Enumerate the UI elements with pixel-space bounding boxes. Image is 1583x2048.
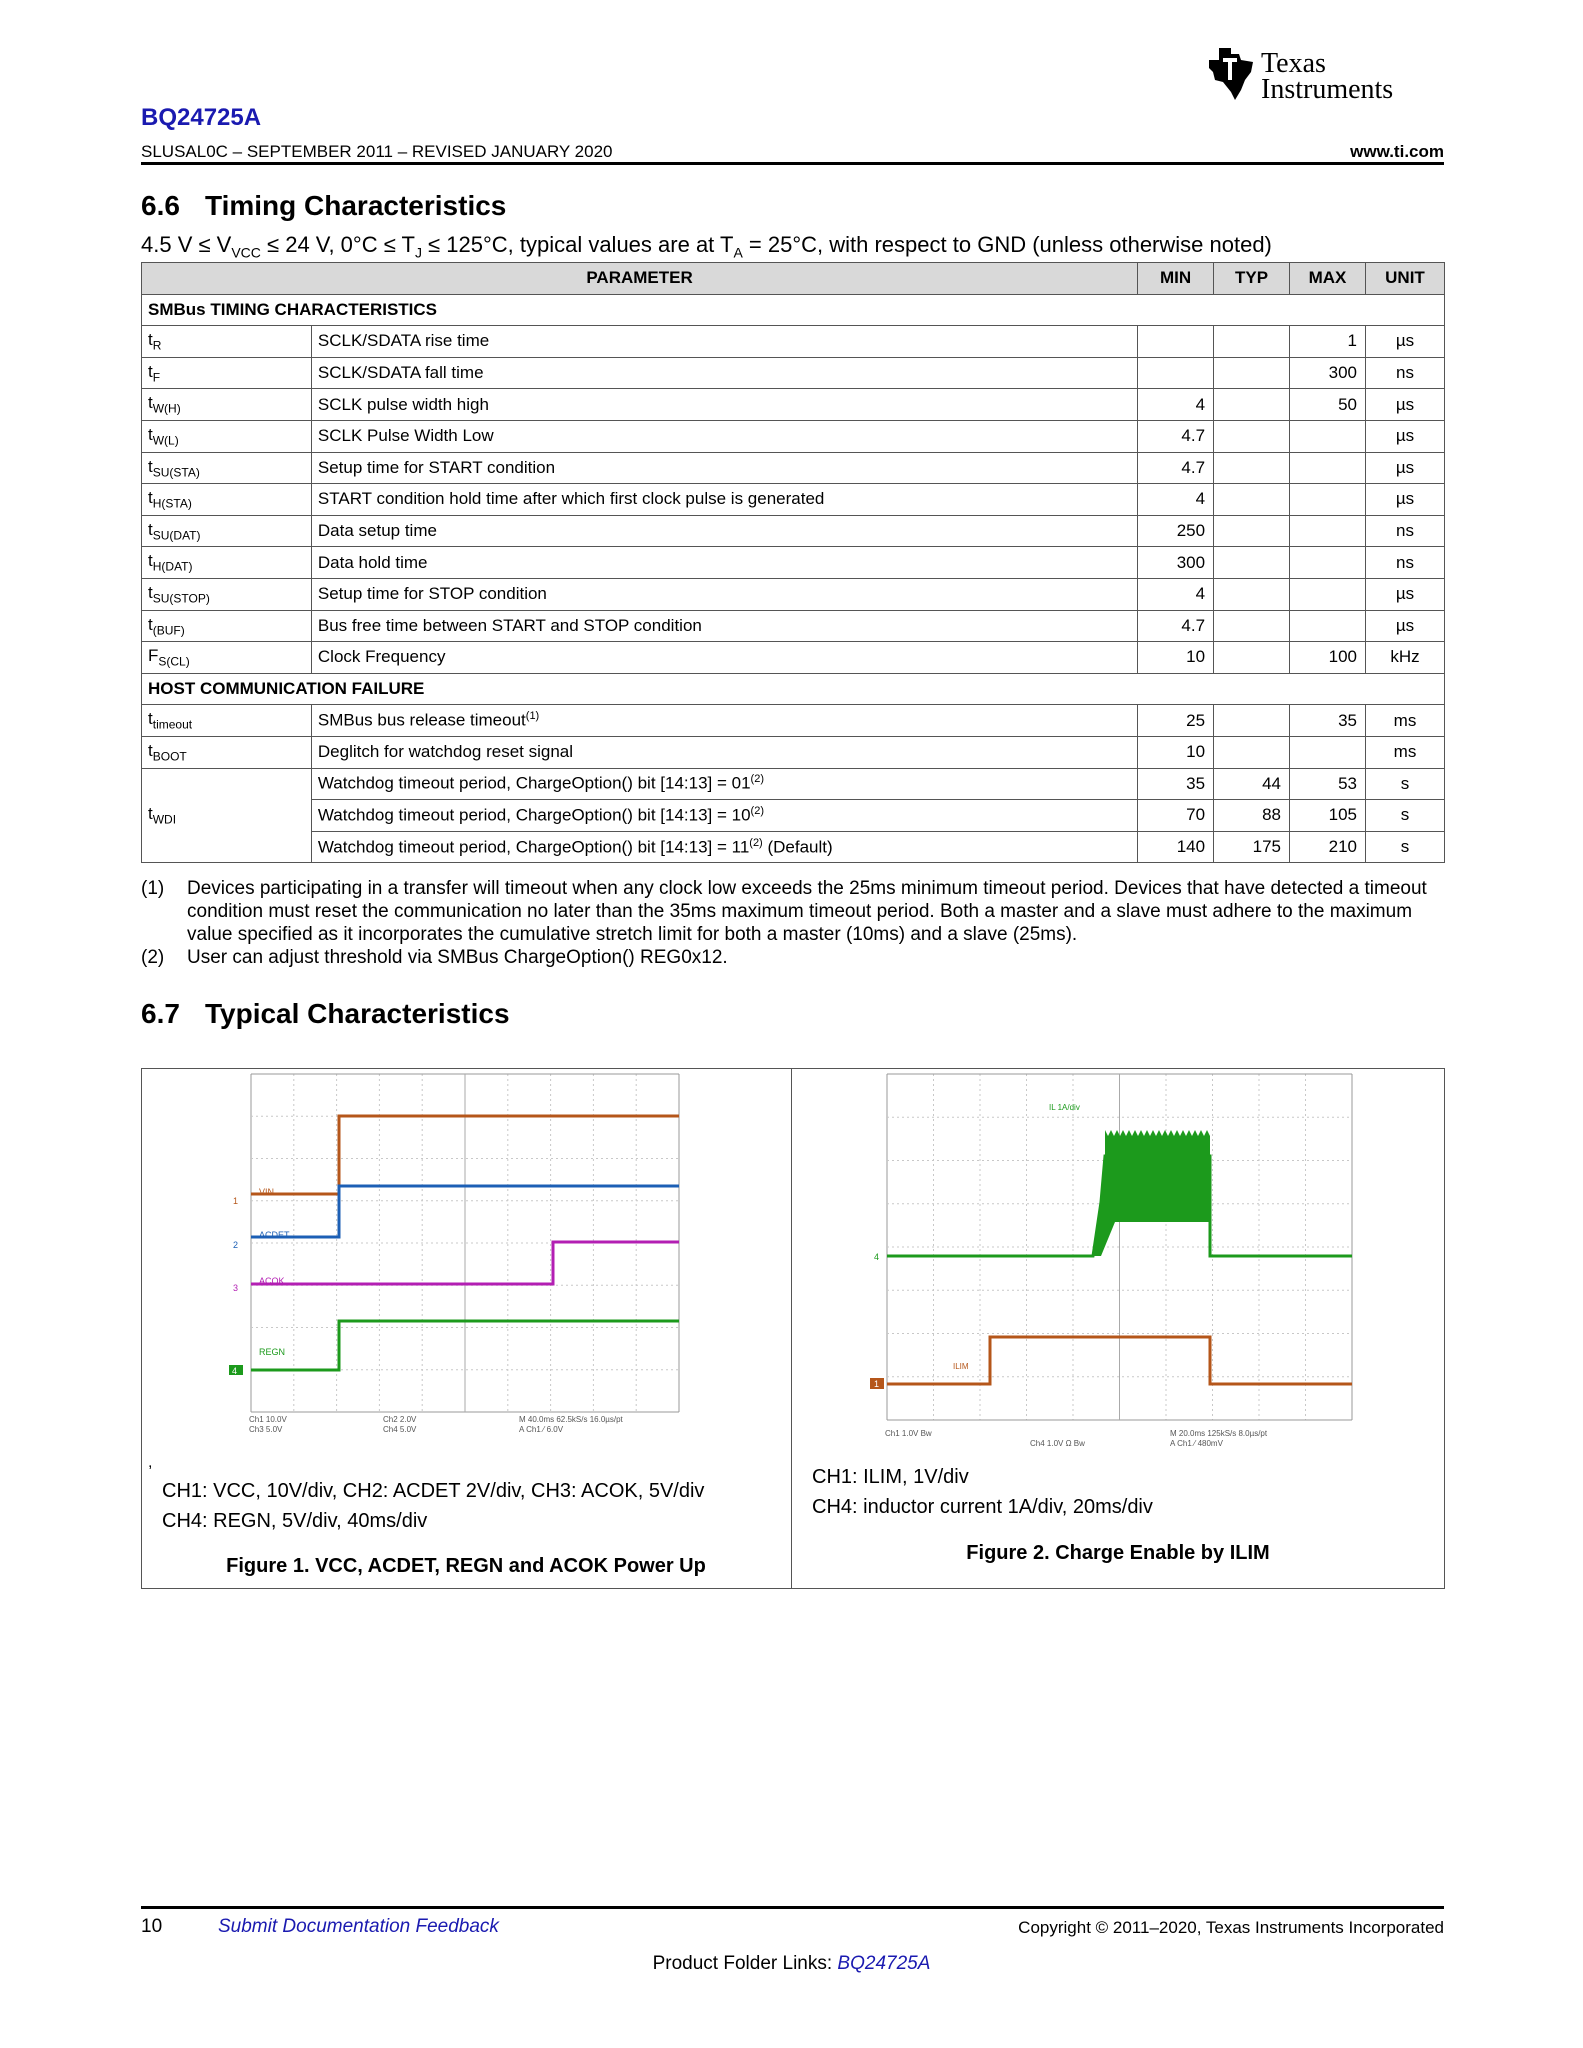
value-min: 70 bbox=[1138, 800, 1214, 832]
table-row bbox=[142, 389, 1445, 421]
label-acdet: ACDET bbox=[259, 1230, 290, 1240]
value-max bbox=[1290, 547, 1366, 579]
scope-capture-fig1 bbox=[223, 1072, 708, 1444]
section-number: 6.7 bbox=[141, 998, 180, 1029]
value-unit: ns bbox=[1365, 515, 1444, 547]
label-vin: VIN bbox=[259, 1187, 275, 1197]
readout: Ch4 5.0V bbox=[383, 1425, 417, 1434]
param-description: Deglitch for watchdog reset signal bbox=[311, 736, 1137, 768]
value-max: 105 bbox=[1290, 800, 1366, 832]
figure-divider bbox=[791, 1068, 792, 1588]
param-description: Watchdog timeout period, ChargeOption() bit [14:13] = $11^{(2)}$ (Default) bbox=[311, 831, 1137, 863]
section-heading-typical bbox=[141, 998, 510, 1030]
value-min: 10 bbox=[1138, 642, 1214, 674]
figure2-title: Figure 2. Charge Enable by ILIM bbox=[966, 1542, 1270, 1564]
marker-ch3: 3 bbox=[233, 1283, 239, 1293]
value-unit: ns bbox=[1365, 547, 1444, 579]
param-description: Setup time for START condition bbox=[311, 452, 1137, 484]
value-max: 100 bbox=[1290, 642, 1366, 674]
caption-comma: , bbox=[148, 1454, 153, 1471]
column-header: UNIT bbox=[1365, 263, 1444, 295]
logo-word-texas: Texas bbox=[1261, 48, 1326, 79]
value-min: 4 bbox=[1138, 389, 1214, 421]
table-row bbox=[142, 326, 1445, 358]
column-header: MAX bbox=[1290, 263, 1366, 295]
param-description: SMBus bus release timeout$^{(1)}$ bbox=[311, 705, 1137, 737]
figure1-caption-line1: CH1: VCC, 10V/div, CH2: ACDET 2V/div, CH3: ACOK, 5V/div bbox=[162, 1480, 705, 1502]
note-item: (2) User can adjust threshold via SMBus ChargeOption() REG0x12. bbox=[141, 947, 728, 968]
param-description: START condition hold time after which first clock pulse is generated bbox=[311, 484, 1137, 516]
value-typ bbox=[1214, 610, 1290, 642]
param-symbol: $t_{H(STA)}$ bbox=[142, 484, 312, 516]
readout: Ch4 1.0V Ω Bw bbox=[1030, 1439, 1085, 1448]
table-group-row bbox=[142, 673, 1445, 705]
value-min bbox=[1138, 357, 1214, 389]
section-number: 6.6 bbox=[141, 190, 180, 221]
value-min: 140 bbox=[1138, 831, 1214, 863]
param-symbol: $t_{W(H)}$ bbox=[142, 389, 312, 421]
value-unit: µs bbox=[1365, 578, 1444, 610]
value-unit: µs bbox=[1365, 610, 1444, 642]
value-max bbox=[1290, 736, 1366, 768]
readout: Ch1 10.0V bbox=[249, 1415, 287, 1424]
table-notes bbox=[141, 877, 1446, 969]
figure1-title: Figure 1. VCC, ACDET, REGN and ACOK Power Up bbox=[226, 1555, 706, 1577]
table-row bbox=[142, 484, 1445, 516]
value-typ: 44 bbox=[1214, 768, 1290, 800]
note-item: (1) Devices participating in a transfer will timeout when any clock low exceeds the 25ms minimum timeout period. Devices that have detected a timeout condition must reset the communication no later than the 35ms maximum timeout period. Both a master and a slave must adhere to the maximum value specified as it incorporates the cumulative stretch limit for both a master (10ms) and a slave (25ms). bbox=[141, 878, 1427, 945]
value-typ bbox=[1214, 357, 1290, 389]
value-typ bbox=[1214, 642, 1290, 674]
param-symbol: $t_{SU(DAT)}$ bbox=[142, 515, 312, 547]
readout: M 20.0ms 125kS/s 8.0µs/pt bbox=[1170, 1429, 1268, 1438]
column-header: MIN bbox=[1138, 263, 1214, 295]
value-unit: s bbox=[1365, 800, 1444, 832]
value-unit: s bbox=[1365, 768, 1444, 800]
value-typ bbox=[1214, 326, 1290, 358]
label-il: IL 1A/div bbox=[1049, 1103, 1080, 1112]
value-min: 4.7 bbox=[1138, 610, 1214, 642]
table-row bbox=[142, 547, 1445, 579]
readout: Ch2 2.0V bbox=[383, 1415, 417, 1424]
param-description: Watchdog timeout period, ChargeOption() bit [14:13] = $01^{(2)}$ bbox=[311, 768, 1137, 800]
table-group-row bbox=[142, 294, 1445, 326]
value-unit: ms bbox=[1365, 705, 1444, 737]
label-acok: ACOK bbox=[259, 1276, 285, 1286]
value-typ bbox=[1214, 420, 1290, 452]
marker-ch4: 4 bbox=[232, 1366, 238, 1376]
group-title: HOST COMMUNICATION FAILURE bbox=[142, 673, 1445, 705]
value-max bbox=[1290, 420, 1366, 452]
marker-ch4: 4 bbox=[874, 1252, 880, 1262]
param-symbol: $t_{SU(STOP)}$ bbox=[142, 578, 312, 610]
param-description: SCLK/SDATA rise time bbox=[311, 326, 1137, 358]
texas-state-icon bbox=[1205, 46, 1257, 102]
value-min: 4.7 bbox=[1138, 452, 1214, 484]
ti-logo bbox=[1205, 46, 1445, 106]
value-typ: 88 bbox=[1214, 800, 1290, 832]
website-link[interactable]: www.ti.com bbox=[1350, 142, 1444, 161]
value-min: 10 bbox=[1138, 736, 1214, 768]
param-description: Data hold time bbox=[311, 547, 1137, 579]
value-typ: 175 bbox=[1214, 831, 1290, 863]
section-title: Timing Characteristics bbox=[205, 190, 507, 221]
table-row bbox=[142, 800, 1445, 832]
table-row bbox=[142, 610, 1445, 642]
value-unit: s bbox=[1365, 831, 1444, 863]
table-row bbox=[142, 357, 1445, 389]
footer-rule bbox=[141, 1906, 1444, 1909]
timing-characteristics-table bbox=[141, 262, 1445, 863]
value-typ bbox=[1214, 547, 1290, 579]
value-typ bbox=[1214, 389, 1290, 421]
label-regn: REGN bbox=[259, 1347, 286, 1357]
value-min: 300 bbox=[1138, 547, 1214, 579]
marker-ch2: 2 bbox=[233, 1240, 239, 1250]
table-row bbox=[142, 736, 1445, 768]
figure2-caption-line2: CH4: inductor current 1A/div, 20ms/div bbox=[812, 1496, 1153, 1518]
value-max: 53 bbox=[1290, 768, 1366, 800]
param-symbol: $t_{H(DAT)}$ bbox=[142, 547, 312, 579]
part-number-link[interactable]: BQ24725A bbox=[141, 104, 262, 131]
label-ilim: ILIM bbox=[953, 1362, 969, 1371]
param-description: SCLK/SDATA fall time bbox=[311, 357, 1137, 389]
value-max bbox=[1290, 610, 1366, 642]
param-symbol: $t_{W(L)}$ bbox=[142, 420, 312, 452]
table-header-row bbox=[142, 263, 1445, 295]
param-symbol: $t_{(BUF)}$ bbox=[142, 610, 312, 642]
readout: A Ch1 ⁄ 6.0V bbox=[519, 1425, 564, 1434]
group-title: SMBus TIMING CHARACTERISTICS bbox=[142, 294, 1445, 326]
document-id: SLUSAL0C – SEPTEMBER 2011 – REVISED JANUARY 2020 bbox=[141, 142, 613, 161]
value-unit: µs bbox=[1365, 484, 1444, 516]
readout: M 40.0ms 62.5kS/s 16.0µs/pt bbox=[519, 1415, 623, 1424]
table-row bbox=[142, 420, 1445, 452]
param-symbol: $t_{SU(STA)}$ bbox=[142, 452, 312, 484]
product-folder-link[interactable]: BQ24725A bbox=[837, 1953, 931, 1974]
table-row bbox=[142, 768, 1445, 800]
value-typ bbox=[1214, 578, 1290, 610]
table-row bbox=[142, 831, 1445, 863]
param-description: Data setup time bbox=[311, 515, 1137, 547]
value-max: 35 bbox=[1290, 705, 1366, 737]
value-max bbox=[1290, 452, 1366, 484]
param-symbol: $t_{BOOT}$ bbox=[142, 736, 312, 768]
param-description: Setup time for STOP condition bbox=[311, 578, 1137, 610]
column-header: PARAMETER bbox=[142, 263, 1138, 295]
value-unit: µs bbox=[1365, 452, 1444, 484]
param-description: Watchdog timeout period, ChargeOption() bit [14:13] = $10^{(2)}$ bbox=[311, 800, 1137, 832]
table-row bbox=[142, 705, 1445, 737]
param-description: Clock Frequency bbox=[311, 642, 1137, 674]
readout: Ch1 1.0V Bw bbox=[885, 1429, 932, 1438]
readout: A Ch1 ⁄ 480mV bbox=[1170, 1439, 1223, 1448]
value-max bbox=[1290, 515, 1366, 547]
value-unit: µs bbox=[1365, 326, 1444, 358]
figure2-caption-line1: CH1: ILIM, 1V/div bbox=[812, 1466, 969, 1488]
header-rule bbox=[141, 162, 1444, 165]
marker-ch1: 1 bbox=[874, 1379, 880, 1389]
value-max: 300 bbox=[1290, 357, 1366, 389]
value-typ bbox=[1214, 515, 1290, 547]
value-max bbox=[1290, 578, 1366, 610]
value-max: 50 bbox=[1290, 389, 1366, 421]
readout: Ch3 5.0V bbox=[249, 1425, 283, 1434]
param-symbol: $t_{timeout}$ bbox=[142, 705, 312, 737]
value-max: 210 bbox=[1290, 831, 1366, 863]
test-conditions: 4.5 $V \le V_{VCC} \le 24$ V, $0^\circ C \le T_J \le 125^\circ C$, typical values are at $T_A = 25^\circ C$, with respect to GND (unless otherwise noted) bbox=[141, 232, 1272, 261]
marker-ch1: 1 bbox=[233, 1196, 239, 1206]
param-symbol: $t_R$ bbox=[142, 326, 312, 358]
value-typ bbox=[1214, 705, 1290, 737]
param-symbol: $F_{S(CL)}$ bbox=[142, 642, 312, 674]
value-unit: kHz bbox=[1365, 642, 1444, 674]
value-min: 4.7 bbox=[1138, 420, 1214, 452]
copyright: Copyright © 2011–2020, Texas Instruments Incorporated bbox=[1018, 1918, 1444, 1937]
value-max: 1 bbox=[1290, 326, 1366, 358]
value-unit: ns bbox=[1365, 357, 1444, 389]
value-typ bbox=[1214, 452, 1290, 484]
value-min: 4 bbox=[1138, 578, 1214, 610]
value-min: 4 bbox=[1138, 484, 1214, 516]
param-symbol: $t_F$ bbox=[142, 357, 312, 389]
table-row bbox=[142, 515, 1445, 547]
param-description: SCLK Pulse Width Low bbox=[311, 420, 1137, 452]
param-symbol: $t_{WDI}$ bbox=[142, 768, 312, 863]
figure1-caption-line2: CH4: REGN, 5V/div, 40ms/div bbox=[162, 1510, 428, 1532]
trace-ch4-inductor-current-burst bbox=[1093, 1130, 1210, 1256]
value-min bbox=[1138, 326, 1214, 358]
section-title: Typical Characteristics bbox=[205, 998, 510, 1029]
section-heading-timing bbox=[141, 190, 506, 222]
value-typ bbox=[1214, 484, 1290, 516]
feedback-link[interactable]: Submit Documentation Feedback bbox=[218, 1916, 499, 1937]
value-unit: µs bbox=[1365, 389, 1444, 421]
param-description: SCLK pulse width high bbox=[311, 389, 1137, 421]
value-min: 250 bbox=[1138, 515, 1214, 547]
column-header: TYP bbox=[1214, 263, 1290, 295]
table-row bbox=[142, 452, 1445, 484]
scope-capture-fig2 bbox=[865, 1072, 1380, 1452]
logo-word-instruments: Instruments bbox=[1261, 74, 1394, 105]
page-number: 10 bbox=[141, 1916, 163, 1937]
table-row bbox=[142, 578, 1445, 610]
value-max bbox=[1290, 484, 1366, 516]
product-folder-links: Product Folder Links: BQ24725A bbox=[652, 1953, 931, 1974]
value-typ bbox=[1214, 736, 1290, 768]
value-min: 35 bbox=[1138, 768, 1214, 800]
param-description: Bus free time between START and STOP condition bbox=[311, 610, 1137, 642]
value-unit: µs bbox=[1365, 420, 1444, 452]
value-unit: ms bbox=[1365, 736, 1444, 768]
value-min: 25 bbox=[1138, 705, 1214, 737]
table-row bbox=[142, 642, 1445, 674]
